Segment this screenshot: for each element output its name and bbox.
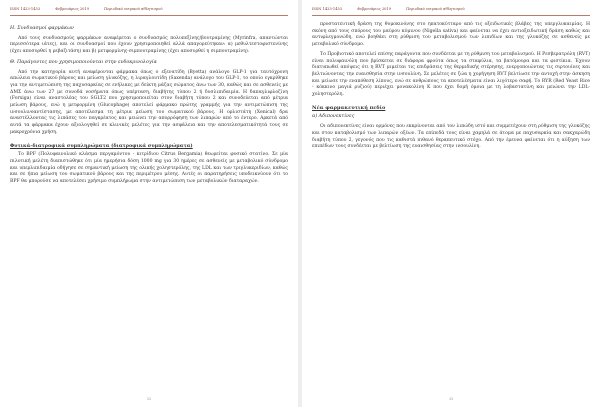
paragraph: Οι αδιπονεκτίνες είναι ορμόνες που εκκρίνονται από τον λιπώδη ιστό και συμμετέχουν στη ρύθμιση της γλυκόζης και στον καταβολισμό των λιπαρών οξέων. Τα επίπεδά τους είναι χαμηλά σε άτομα με παχυσαρκία και σακχαρώδη διαβήτη τύπου 2, γεγονός που τις καθιστά πιθανό θεραπευτικό στόχο. Από την έρευνα φαίνεται ότι η αύξηση των επιπέδων τους συνδέεται με βελτίωση της ευαισθησίας στην ινσουλίνη.	[312, 124, 590, 150]
right-page-number: 33	[448, 397, 454, 401]
left-date: Φεβρουάριος 2019	[55, 7, 89, 11]
paragraph: προστατευτική δράση της θυμοκινόνης στο ηπατοκύτταρο από τις οξειδωτικές βλάβες της υπεργλυκαιμίας. Η σκόνη από τους σπόρους του μαύρου κύμινου (Nigella sativa) και φαίνεται να έχει αντιοξειδωτική δράση καθώς και αντιφλεγμονώδη, ενώ βοηθάει στη ρύθμιση του μεταβολισμού των λιπιδίων και της γλυκόζης σε ασθενείς με μεταβολικό σύνδρομο.	[312, 22, 590, 48]
paragraph: Το BPF (Πολυφαινολικό κλάσμα περγαμόντου - κιτρίδιου Citrus Bergamia) θεωρείται φυσικό στατίνο. Σε μία πιλοτική μελέτη διαπιστώθηκε ότι μία ημερήσια δόση 1000 mg για 30 ημέρες σε ασθενείς με μεταβολικό σύνδρομο και υπερλιπιδαιμία οδήγησε σε σημαντική μείωση της ολικής χοληστερόλης, της LDL και των τριγλυκεριδίων, καθώς και σε ήπια μείωση του σωματικού βάρους και της περιμέτρου μέσης. Αυτές οι παρατηρήσεις υποδεικνύουν ότι το BPF θα μπορούσε να αποτελέσει χρήσιμο συμπλήρωμα στην αντιμετώπιση των μεταβολικών διαταραχών.	[10, 152, 288, 185]
section-heading: Νέα φαρμακευτική πεδίο	[312, 104, 386, 111]
right-journal: Περιοδικό ιατρικού αθλητισμού	[406, 7, 465, 11]
right-page	[302, 0, 600, 407]
right-issn: ISSN 1423-1453	[312, 7, 343, 11]
left-header-rule	[10, 15, 288, 16]
right-header-rule	[312, 15, 590, 16]
right-running-header	[312, 7, 590, 15]
right-date: Φεβρουάριος 2019	[357, 7, 391, 11]
section-heading: α) Αδιπονεκτίνες	[312, 114, 355, 120]
left-journal: Περιοδικό ιατρικού αθλητισμού	[104, 7, 163, 11]
paragraph: Το Προβιοτικό αποτελεί επίσης παράγοντα που συνδέεται με τη ρύθμιση του μεταβολισμού. Η Ρεσβερατρόλη (RVT) είναι πολυφαινόλη που βρίσκεται σε διάφορα φρούτα όπως τα σταφύλια, τα βατόμουρα και τα φιστίκια. Έχουν διατυπωθεί απόψεις ότι η RVT μιμείται τις επιδράσεις της θερμιδικής στέρησης, ενεργοποιώντας τις σιρτουίνες και βελτιώνοντας την ευαισθησία στην ινσουλίνη. Σε μελέτες σε ζώα η χορήγηση RVT βελτίωσε την αντοχή στην άσκηση και μείωσε την εναπόθεση λίπους, ενώ σε ανθρώπους τα αποτελέσματα είναι λιγότερο σαφή. Το RYR (Red Yeast Rice - κόκκινο μαγιά ρυζιού) περιέχει μονακολίνη Κ που έχει δομή όμοια με τη λοβαστατίνη και μειώνει την LDL-χοληστερόλη.	[312, 51, 591, 98]
left-page-number: 32	[146, 397, 152, 401]
left-running-header	[10, 7, 288, 15]
section-heading: Φυτικά-διατροφικά συμπληρώματα (διατροφικά συμπληρώματα)	[10, 142, 193, 149]
section-heading: Θ. Παράγοντες που χρησιμοποιούνται στην ενδοκρινολογία	[10, 59, 157, 65]
left-page-body	[10, 22, 288, 389]
right-page-body	[312, 22, 590, 389]
left-issn: ISSN 1423-1453	[10, 7, 41, 11]
paragraph: Από τους συνδυασμούς φαρμάκων αναφέρεται ο συνδυασμός πολυπεξίνης/βουτραμίνης (Μyrinfra, απαντώνται περισσότερα ιάτες), και οι συνδυασμοί που έχουν χρησιμοποιηθεί αλλά απαγορεύτηκαν: α) μεθυλτεστοφιστενίνης (έχει αποσυρθεί η ρεβαζιτάση) και β) μετφορμίνης-σιμπουτραμίνης (έχει αποσυρθεί η σιμπουτραμίνη).	[10, 35, 288, 55]
section-heading: Η. Συνδυασμοί φαρμάκων	[10, 26, 74, 31]
paragraph: Από την κατηγορία αυτή αναφέρονται φάρμακα όπως ο εξενατίδη (Byetta) ανάλογο GLP-1 για ταυτόχρονη απώλεια σωματικού βάρους και μείωση γλυκόζης, η λιραγλουτίδη (Saxenda) ανάλογο του GLP-1, το οποίο εγκρίθηκε για την αντιμετώπιση της παχυσαρκίας σε ενήλικες με δείκτη μάζας σώματος άνω των 30, καθώς και σε ασθενείς με ΔΜΣ άνω των 27 με συνοδά νοσήματα όπως υπέρταση, διαβήτης τύπου 2 ή δυσλιπιδαιμία. Η δαπαγλιφλοζίνη (Forxiga) είναι αναστολέας του SGLT2 που χρησιμοποιείται στον διαβήτη τύπου 2 και συνοδεύεται από μέτρια μείωση βάρους, ενώ η μετφορμίνη (Glucophage) αποτελεί φάρμακο πρώτης γραμμής για την αντιμετώπιση της ινσουλινοαντίστασης, με αποτέλεσμα τη μέτρια μείωση του σωματικού βάρους. Η ορλιστάτη (Xenical) δρα αναστέλλοντας τις λιπάσες του παγκρέατος και μειώνει την απορρόφηση των λιπαρών από το έντερο. Αρκετά από αυτά τα φάρμακα έχουν αξιολογηθεί σε κλινικές μελέτες για την ασφάλεια και την αποτελεσματικότητά τους σε μακροχρόνια χρήση.	[10, 69, 288, 135]
left-page	[0, 0, 298, 407]
